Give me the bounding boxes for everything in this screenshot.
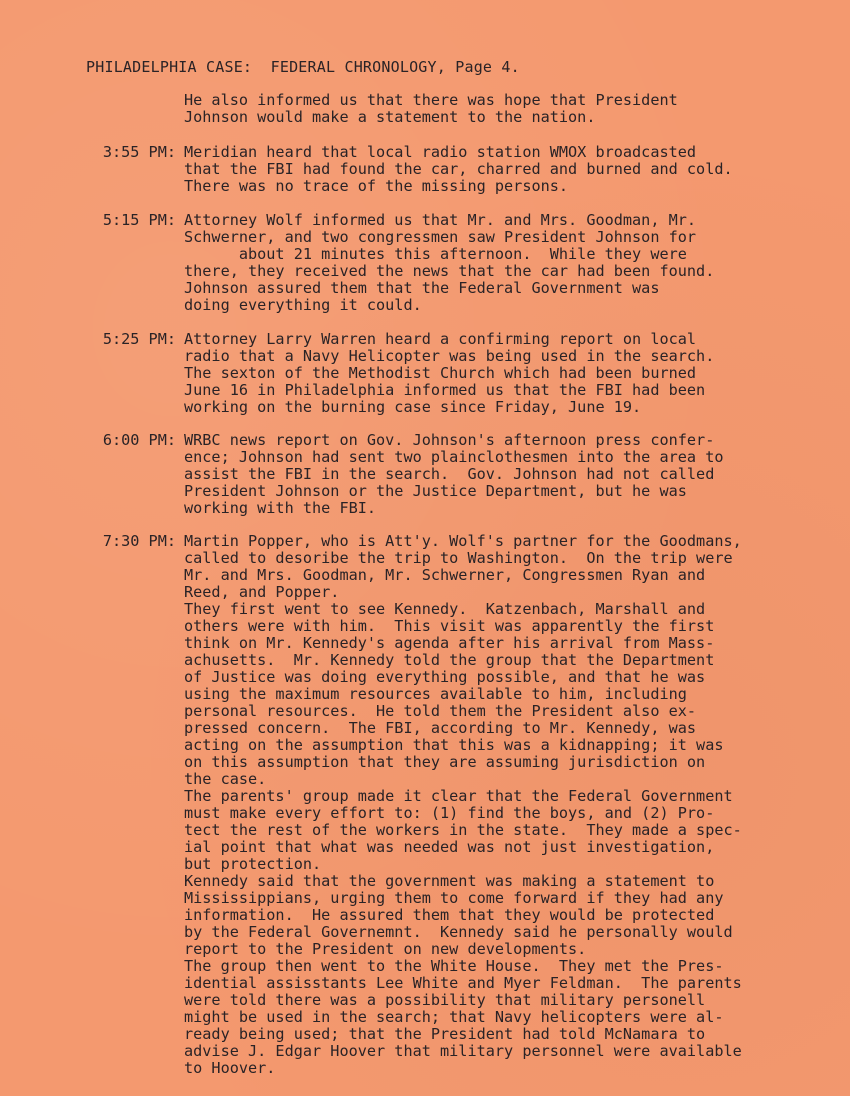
- entry-line: tect the rest of the workers in the state. They made a spec-: [184, 821, 742, 839]
- entry-line: might be used in the search; that Navy helicopters were al-: [184, 1008, 724, 1026]
- entry-line: achusetts. Mr. Kennedy told the group that the Department: [184, 651, 715, 669]
- entry-line: Reed, and Popper.: [184, 583, 340, 601]
- entry-line: Schwerner, and two congressmen saw President Johnson for: [184, 228, 697, 246]
- entry-time: 6:00 PM:: [102, 431, 176, 449]
- entry-time: 7:30 PM:: [102, 532, 176, 550]
- entry-line: There was no trace of the missing persons.: [184, 177, 569, 195]
- entry-line: President Johnson or the Justice Department, but he was: [184, 482, 687, 500]
- entry-time: 3:55 PM:: [102, 143, 176, 161]
- entry-line: ial point that what was needed was not just investigation,: [184, 838, 715, 856]
- entry-text: [184, 331, 824, 416]
- entry-line: The sexton of the Methodist Church which had been burned: [184, 364, 697, 382]
- entry-line: Mr. and Mrs. Goodman, Mr. Schwerner, Congressmen Ryan and: [184, 566, 706, 584]
- entry-line: The parents' group made it clear that the Federal Government: [184, 787, 733, 805]
- page-header: PHILADELPHIA CASE: FEDERAL CHRONOLOGY, Page 4.: [86, 58, 520, 76]
- intro-line: Johnson would make a statement to the nation.: [184, 108, 596, 126]
- entry-line: working with the FBI.: [184, 499, 377, 517]
- intro-line: He also informed us that there was hope that President: [184, 91, 678, 109]
- entry-line: about 21 minutes this afternoon. While they were: [184, 245, 687, 263]
- entry-line: ready being used; that the President had told McNamara to: [184, 1025, 706, 1043]
- entry-line: radio that a Navy Helicopter was being used in the search.: [184, 347, 715, 365]
- entry-text: [184, 533, 824, 1077]
- entry-line: called to desoribe the trip to Washington. On the trip were: [184, 549, 733, 567]
- entry-line: others were with him. This visit was apparently the first: [184, 617, 715, 635]
- entry-line: on this assumption that they are assuming jurisdiction on: [184, 753, 706, 771]
- entry-line: Meridian heard that local radio station WMOX broadcasted: [184, 143, 697, 161]
- entry-line: there, they received the news that the car had been found.: [184, 262, 715, 280]
- entry-line: think on Mr. Kennedy's agenda after his arrival from Mass-: [184, 634, 715, 652]
- entry-line: working on the burning case since Friday, June 19.: [184, 398, 642, 416]
- entry-line: acting on the assumption that this was a kidnapping; it was: [184, 736, 724, 754]
- entry-line: were told there was a possibility that military personell: [184, 991, 706, 1009]
- entry-line: idential assisstants Lee White and Myer Feldman. The parents: [184, 974, 742, 992]
- entry-line: The group then went to the White House. They met the Pres-: [184, 957, 724, 975]
- entry-line: personal resources. He told them the President also ex-: [184, 702, 697, 720]
- entry-line: Kennedy said that the government was making a statement to: [184, 872, 715, 890]
- entry-line: Attorney Wolf informed us that Mr. and Mrs. Goodman, Mr.: [184, 211, 697, 229]
- entry-line: Johnson assured them that the Federal Government was: [184, 279, 660, 297]
- entry-line: ence; Johnson had sent two plainclothesmen into the area to: [184, 448, 724, 466]
- entry-line: of Justice was doing everything possible, and that he was: [184, 668, 706, 686]
- entry-line: by the Federal Governemnt. Kennedy said he personally would: [184, 923, 733, 941]
- entry-time: 5:25 PM:: [102, 330, 176, 348]
- intro-paragraph: [184, 92, 824, 126]
- entry-line: the case.: [184, 770, 267, 788]
- entry-line: June 16 in Philadelphia informed us that the FBI had been: [184, 381, 706, 399]
- entry-line: using the maximum resources available to him, including: [184, 685, 687, 703]
- entry-line: to Hoover.: [184, 1059, 276, 1077]
- entry-line: must make every effort to: (1) find the boys, and (2) Pro-: [184, 804, 715, 822]
- entry-text: [184, 432, 824, 517]
- entry-line: advise J. Edgar Hoover that military personnel were available: [184, 1042, 742, 1060]
- entry-time: 5:15 PM:: [102, 211, 176, 229]
- entry-line: that the FBI had found the car, charred and burned and cold.: [184, 160, 733, 178]
- entry-line: assist the FBI in the search. Gov. Johnson had not called: [184, 465, 715, 483]
- entry-line: Attorney Larry Warren heard a confirming report on local: [184, 330, 697, 348]
- entry-line: Martin Popper, who is Att'y. Wolf's partner for the Goodmans,: [184, 532, 742, 550]
- entry-line: report to the President on new developments.: [184, 940, 587, 958]
- entry-line: Mississippians, urging them to come forward if they had any: [184, 889, 724, 907]
- entry-line: doing everything it could.: [184, 296, 422, 314]
- entry-text: [184, 144, 824, 195]
- entry-text: [184, 212, 824, 314]
- entry-line: information. He assured them that they would be protected: [184, 906, 715, 924]
- entry-line: They first went to see Kennedy. Katzenbach, Marshall and: [184, 600, 706, 618]
- entry-line: WRBC news report on Gov. Johnson's afternoon press confer-: [184, 431, 715, 449]
- entry-line: but protection.: [184, 855, 322, 873]
- entry-line: pressed concern. The FBI, according to Mr. Kennedy, was: [184, 719, 697, 737]
